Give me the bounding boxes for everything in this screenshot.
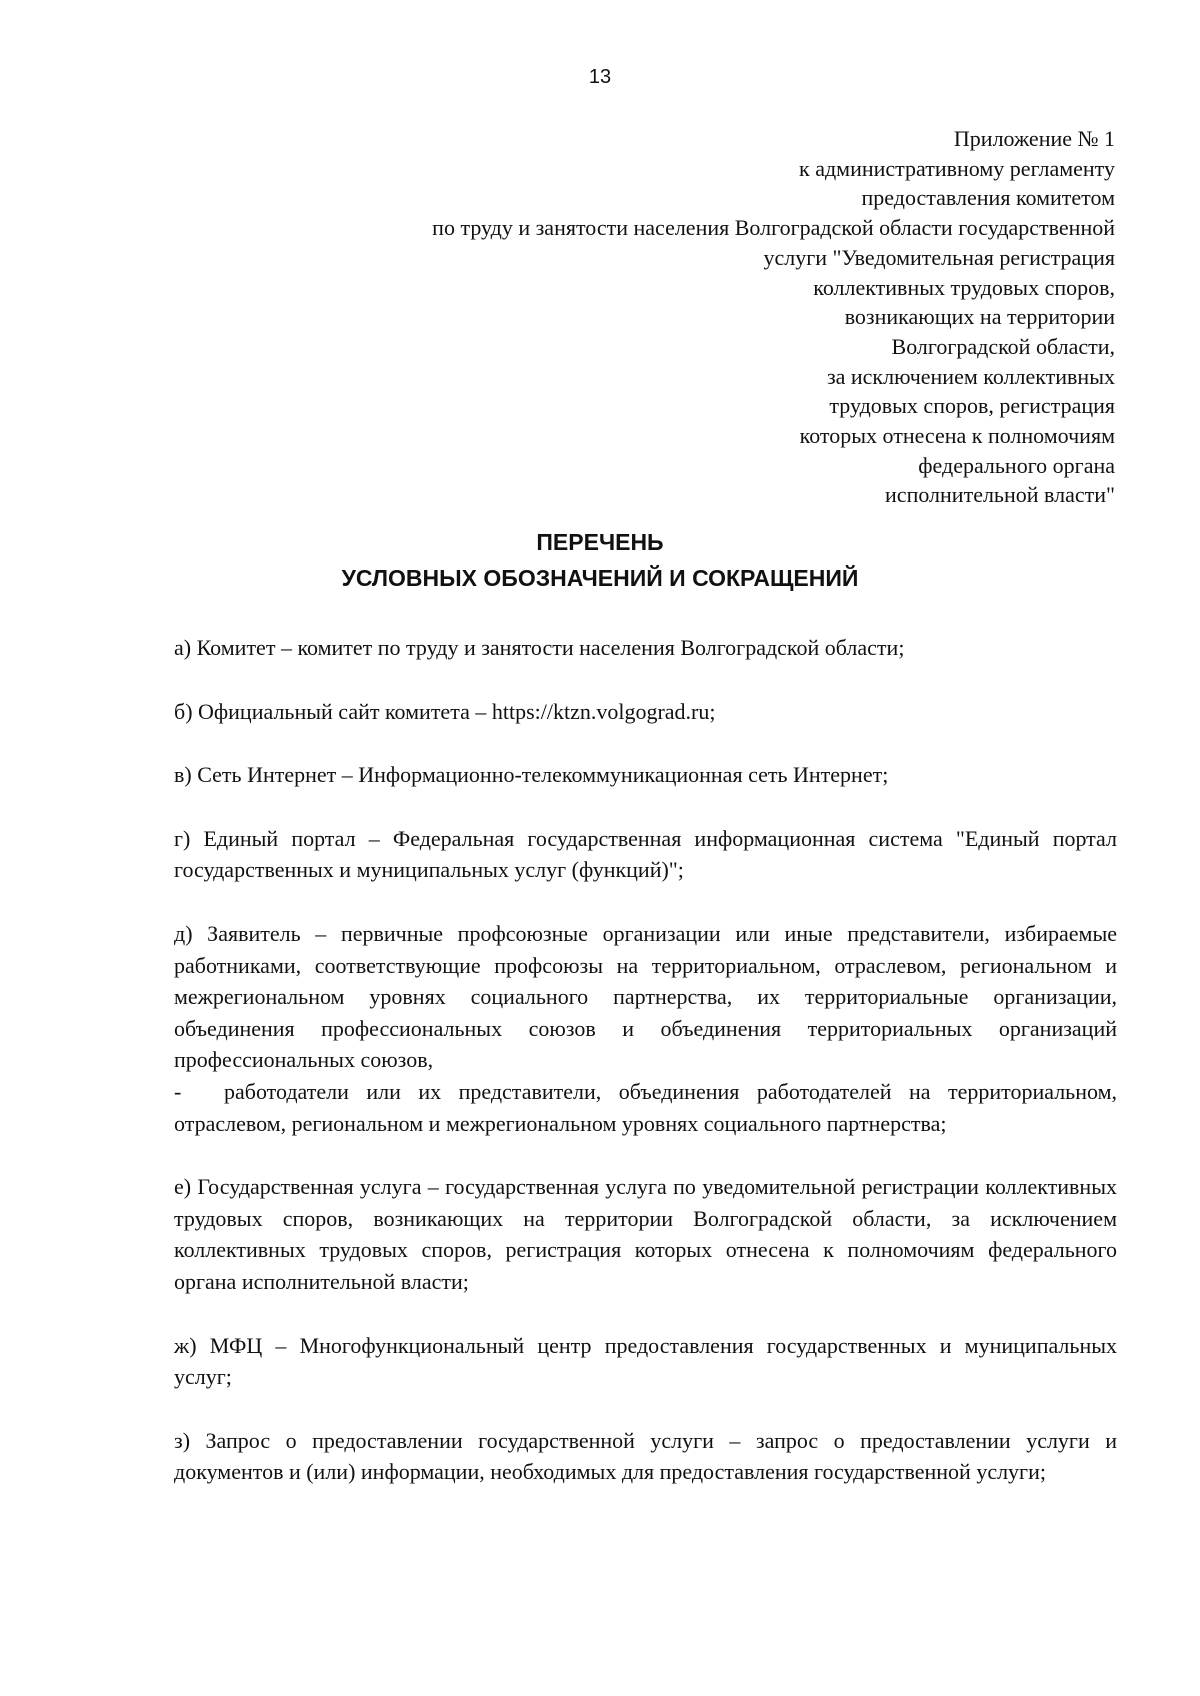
document-title [0,524,1200,596]
appendix-header [315,124,1115,510]
definition-item-zh: ж) МФЦ – Многофункциональный центр предоставления государственных и муниципальных услуг; [174,1332,1117,1390]
definition-item-v: в) Сеть Интернет – Информационно-телекоммуникационная сеть Интернет; [174,762,889,788]
appendix-line: Приложение № 1 [953,126,1115,151]
definition-item-g: г) Единый портал – Федеральная государственная информационная система "Единый портал государственных и муниципальных услуг (функций)"; [174,825,1117,883]
definition-item-b: б) Официальный сайт комитета – https://ktzn.volgograd.ru; [174,698,716,724]
appendix-line: предоставления комитетом [861,185,1115,211]
title-line-1: ПЕРЕЧЕНЬ [536,529,664,555]
definition-item-d-sub [174,1076,1117,1139]
definition-item-a: а) Комитет – комитет по труду и занятости населения Волгоградской области; [174,635,905,660]
definition-item-z: з) Запрос о предоставлении государственной услуги – запрос о предоставлении услуги и документов и (или) информации, необходимых для предоставления государственной услуги; [174,1427,1117,1485]
appendix-line: коллективных трудовых споров, [813,274,1115,300]
appendix-line: Волгоградской области, [891,333,1115,359]
list-dash: - [174,1078,182,1104]
definition-item-d: д) Заявитель – первичные профсоюзные организации или иные представители, избираемые работниками, соответствующие профсоюзы на территориальном, отраслевом, региональном и межрегиональном уровнях социального партнерства, их территориальные организации, объединения профессиональных союзов и объединения территориальных организаций профессиональных союзов, [174,920,1117,1073]
appendix-line: за исключением коллективных [826,363,1115,389]
appendix-line: услуги "Уведомительная регистрация [763,244,1115,270]
page-number: 13 [588,66,612,88]
appendix-line: федерального органа [918,452,1115,478]
definitions-list [174,632,1117,1520]
appendix-line: трудовых споров, регистрация [829,393,1115,419]
appendix-line: исполнительной власти" [885,482,1115,508]
appendix-line: которых отнесена к полномочиям [799,423,1115,449]
definition-item-e: е) Государственная услуга – государственная услуга по уведомительной регистрации коллективных трудовых споров, возникающих на территории Волгоградской области, за исключением коллективных трудовых споров, регистрация которых отнесена к полномочиям федерального органа исполнительной власти; [174,1174,1117,1294]
definition-item-d-sub-text: работодатели или их представители, объединения работодателей на территориальном, отраслевом, региональном и межрегиональном уровнях социального партнерства; [174,1078,1117,1136]
title-line-2: УСЛОВНЫХ ОБОЗНАЧЕНИЙ И СОКРАЩЕНИЙ [341,565,859,591]
appendix-line: к административному регламенту [799,155,1115,181]
appendix-line: возникающих на территории [844,304,1115,330]
appendix-line: по труду и занятости населения Волгоградской области государственной [432,215,1115,241]
